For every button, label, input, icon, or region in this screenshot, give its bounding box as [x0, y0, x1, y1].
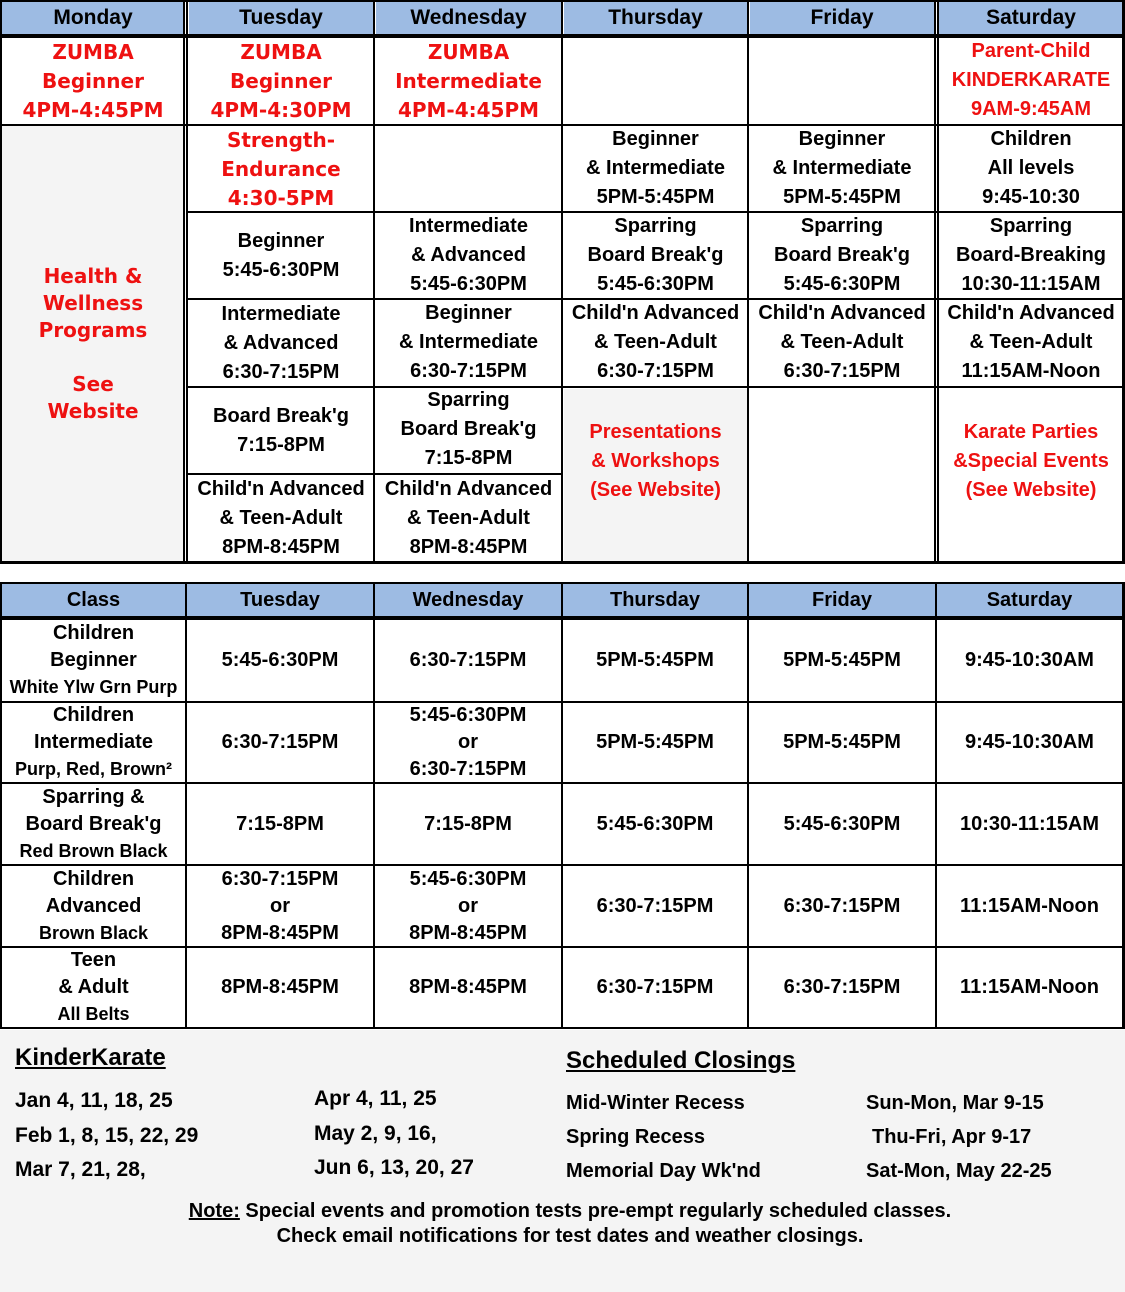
thursday-advanced-cell: Child'n Advanced & Teen-Adult 6:30-7:15PM [571, 302, 740, 382]
class-times-table [0, 582, 1125, 1030]
class-name-cell: Children Beginner White Ylw Grn Purp [9, 622, 178, 697]
class-time-cell: 6:30-7:15PM [783, 976, 901, 998]
weekly-schedule-grid [0, 0, 1125, 565]
saturday-advanced-cell: Child'n Advanced & Teen-Adult 11:15AM-Noon [947, 302, 1115, 382]
class-time-cell: 6:30-7:15PM [596, 894, 714, 917]
class-time-cell: 5:45-6:30PM or 8PM-8:45PM [409, 867, 527, 944]
wednesday-intermediate-cell: Intermediate & Advanced 5:45-6:30PM [409, 214, 528, 295]
grid-line [747, 0, 749, 564]
header-friday: Friday [750, 2, 934, 34]
friday-sparring-cell: Sparring Board Break'g 5:45-6:30PM [774, 215, 910, 295]
class-name-cell: Teen & Adult All Belts [57, 949, 130, 1024]
wednesday-zumba-cell: ZUMBA Intermediate 4PM-4:45PM [395, 39, 542, 122]
closing-name: Spring Recess [566, 1126, 705, 1148]
class-time-cell: 5PM-5:45PM [596, 649, 714, 671]
class-header-saturday: Saturday [937, 584, 1122, 616]
class-time-cell: 6:30-7:15PM or 8PM-8:45PM [221, 867, 339, 944]
grid-line [934, 0, 936, 564]
class-time-cell: 5:45-6:30PM [783, 812, 901, 835]
grid-line [186, 298, 1125, 300]
tuesday-board-cell: Board Break'g 7:15-8PM [213, 405, 349, 456]
grid-line [373, 582, 375, 1029]
thursday-presentations-cell: Presentations & Workshops (See Website) [589, 421, 722, 501]
class-time-cell: 5PM-5:45PM [783, 731, 901, 753]
footer-info-panel [0, 1030, 1125, 1292]
grid-line [561, 0, 563, 564]
saturday-kinderkarate-cell: Parent-Child KINDERKARATE 9AM-9:45AM [951, 39, 1111, 120]
grid-line [0, 124, 1125, 126]
friday-advanced-cell: Child'n Advanced & Teen-Adult 6:30-7:15PM [758, 302, 926, 382]
class-time-cell: 9:45-10:30AM [965, 731, 1094, 753]
monday-zumba-cell: ZUMBA Beginner 4PM-4:45PM [22, 39, 164, 122]
class-name-cell: Children Advanced Brown Black [38, 867, 149, 943]
wednesday-sparring-cell: Sparring Board Break'g 7:15-8PM [400, 389, 537, 469]
note-line-2: Check email notifications for test dates and weather closings. [276, 1225, 864, 1247]
closings-dates [866, 1086, 1052, 1188]
header-tuesday: Tuesday [189, 2, 373, 34]
grid-line [185, 582, 187, 1029]
header-wednesday: Wednesday [376, 2, 561, 34]
wednesday-advanced-cell: Child'n Advanced & Teen-Adult 8PM-8:45PM [384, 478, 553, 558]
thursday-sparring-cell: Sparring Board Break'g 5:45-6:30PM [587, 215, 724, 295]
class-header-class: Class [2, 584, 185, 616]
wednesday-beginner-cell: Beginner & Intermediate 6:30-7:15PM [399, 301, 538, 382]
class-time-cell: 5:45-6:30PM [221, 649, 339, 671]
kinderkarate-title: KinderKarate [15, 1044, 166, 1071]
class-time-cell: 5PM-5:45PM [783, 649, 901, 671]
closing-name: Mid-Winter Recess [566, 1092, 745, 1114]
friday-beginner-cell: Beginner & Intermediate 5PM-5:45PM [772, 127, 912, 208]
grid-line [0, 582, 2, 1029]
class-time-cell: 11:15AM-Noon [960, 976, 1099, 998]
closing-dates: Sat-Mon, May 22-25 [866, 1160, 1052, 1182]
class-time-cell: 6:30-7:15PM [596, 976, 714, 998]
grid-line [186, 386, 1125, 388]
class-header-wednesday: Wednesday [375, 584, 561, 616]
tuesday-beginner-cell: Beginner 5:45-6:30PM [222, 230, 340, 281]
grid-line [747, 582, 749, 1029]
class-time-cell: 8PM-8:45PM [409, 976, 527, 998]
kinderkarate-dates-left: Jan 4, 11, 18, 25 Feb 1, 8, 15, 22, 29 Mar 7, 21, 28, [15, 1089, 199, 1181]
grid-line [186, 473, 563, 475]
thursday-beginner-cell: Beginner & Intermediate 5PM-5:45PM [586, 127, 725, 208]
class-time-cell: 8PM-8:45PM [221, 976, 339, 998]
grid-line [183, 0, 185, 564]
header-saturday: Saturday [939, 2, 1123, 34]
tuesday-zumba-cell: ZUMBA Beginner 4PM-4:30PM [210, 39, 352, 122]
closing-dates: Thu-Fri, Apr 9-17 [872, 1126, 1032, 1148]
class-header-tuesday: Tuesday [187, 584, 373, 616]
class-time-cell: 7:15-8PM [236, 812, 324, 835]
grid-line [186, 211, 1125, 213]
class-time-cell: 9:45-10:30AM [965, 649, 1094, 671]
note-line-1: Note: Special events and promotion tests pre-empt regularly scheduled classes. [188, 1200, 952, 1222]
class-header-thursday: Thursday [563, 584, 747, 616]
class-time-cell: 10:30-11:15AM [960, 812, 1099, 835]
monday-health-cell: Health & Wellness Programs See Website [38, 264, 148, 423]
saturday-parties-cell: Karate Parties &Special Events (See Website) [953, 421, 1109, 501]
class-time-cell: 5:45-6:30PM or 6:30-7:15PM [409, 704, 527, 780]
class-name-cell: Children Intermediate Purp, Red, Brown² [15, 704, 172, 779]
class-time-cell: 6:30-7:15PM [409, 649, 527, 671]
grid-line [561, 582, 563, 1029]
closing-name: Memorial Day Wk'nd [566, 1160, 761, 1182]
kinderkarate-dates-right: Apr 4, 11, 25 May 2, 9, 16, Jun 6, 13, 20, 27 [314, 1087, 474, 1179]
saturday-children-cell: Children All levels 9:45-10:30 [982, 127, 1080, 208]
closings-names [566, 1086, 761, 1188]
class-header-friday: Friday [749, 584, 935, 616]
header-monday: Monday [2, 2, 184, 34]
grid-line [935, 582, 937, 1029]
grid-line [0, 0, 2, 564]
tuesday-advanced-cell: Child'n Advanced & Teen-Adult 8PM-8:45PM [197, 478, 365, 558]
grid-line [373, 0, 375, 564]
class-name-cell: Sparring & Board Break'g Red Brown Black [19, 785, 168, 861]
grid-line [186, 0, 188, 564]
closing-dates: Sun-Mon, Mar 9-15 [866, 1092, 1044, 1114]
class-time-cell: 5PM-5:45PM [596, 731, 714, 753]
class-time-cell: 6:30-7:15PM [783, 894, 901, 917]
class-time-cell: 7:15-8PM [424, 812, 512, 835]
tuesday-strength-cell: Strength- Endurance 4:30-5PM [221, 127, 341, 210]
header-thursday: Thursday [564, 2, 747, 34]
closings-title: Scheduled Closings [566, 1047, 796, 1074]
saturday-sparring-cell: Sparring Board-Breaking 10:30-11:15AM [955, 215, 1107, 295]
class-time-cell: 6:30-7:15PM [221, 731, 339, 753]
tuesday-intermediate-cell: Intermediate & Advanced 6:30-7:15PM [221, 302, 341, 383]
class-time-cell: 11:15AM-Noon [960, 894, 1099, 917]
class-time-cell: 5:45-6:30PM [596, 812, 714, 835]
grid-line [937, 0, 939, 564]
